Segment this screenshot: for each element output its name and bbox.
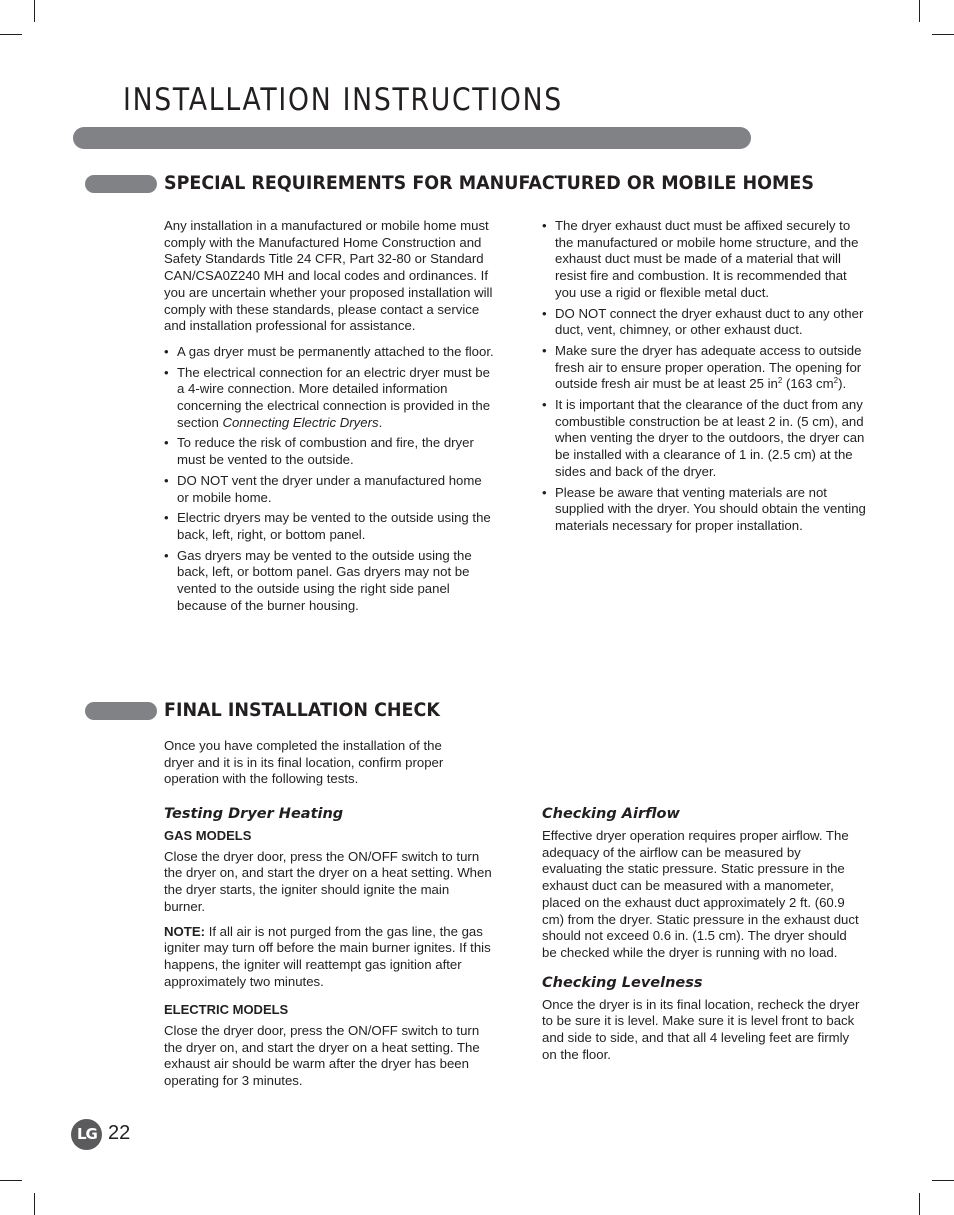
page-title: INSTALLATION INSTRUCTIONS: [123, 82, 563, 118]
section-marker: [85, 702, 157, 720]
list-item: • The dryer exhaust duct must be affixed securely to the manufactured or mobile home structure, and the exhaust duct must be made of a material that will resist fire and combustion. It is recommended that you use a rigid or flexible metal duct.: [542, 218, 870, 302]
list-item-text: The electrical connection for an electric dryer must be a 4-wire connection. More detailed information concerning the electrical connection is provided in the section: [177, 364, 491, 430]
crop-mark: [34, 1193, 35, 1215]
section2-left-column: [164, 805, 492, 1099]
list-item: • It is important that the clearance of the duct from any combustible construction be at least 2 in. (5 cm), and when venting the dryer to the outdoors, the dryer can be installed with a clearance of 1 in. (2.5 cm) at the sides and back of the dryer.: [542, 397, 870, 481]
crop-mark: [919, 0, 920, 22]
crop-mark: [919, 1193, 920, 1215]
superscript: 2: [777, 376, 783, 386]
list-item: • DO NOT connect the dryer exhaust duct to any other duct, vent, chimney, or other exhaust duct.: [542, 306, 870, 339]
list-item: • Gas dryers may be vented to the outside using the back, left, or bottom panel. Gas dryers may not be vented to the outside using the right side panel because of the burner housing.: [164, 548, 494, 615]
list-item-text-mid: (163 cm: [782, 376, 834, 392]
gas-models-label: GAS MODELS: [164, 828, 252, 843]
airflow-text: Effective dryer operation requires proper airflow. The adequacy of the airflow can be measured by evaluating the static pressure. Static pressure in the exhaust duct can be measured with a manometer, placed on the exhaust duct approximately 2 ft. (60.9 cm) from the dryer. Static pressure in the exhaust duct should not exceed 0.6 in. (1.5 cm). The dryer should be checked while the dryer is running with no load.: [542, 828, 859, 960]
section1-right-column: [542, 218, 870, 539]
section-marker: [85, 175, 157, 193]
list-item: • To reduce the risk of combustion and fire, the dryer must be vented to the outside.: [164, 435, 494, 468]
section2-intro-block: [164, 738, 464, 797]
list-item: • Please be aware that venting materials are not supplied with the dryer. You should obtain the venting materials necessary for proper installation.: [542, 485, 870, 535]
subheading-checking-levelness: Checking Levelness: [542, 974, 703, 991]
section1-left-column: [164, 218, 494, 618]
section-reference: Connecting Electric Dryers: [222, 414, 379, 430]
list-item: [164, 365, 494, 432]
crop-mark: [0, 34, 22, 35]
list-item: • Electric dryers may be vented to the outside using the back, left, right, or bottom panel.: [164, 510, 494, 543]
crop-mark: [932, 34, 954, 35]
note-text: If all air is not purged from the gas line, the gas igniter may turn off before the main burner ignites. If this happens, the igniter will reattempt gas ignition after approximately two minutes.: [164, 923, 491, 989]
section1-intro: Any installation in a manufactured or mobile home must comply with the Manufactured Home Construction and Safety Standards Title 24 CFR, Part 32-80 or Standard CAN/CSA0Z240 MH and local codes and ordinances. If you are uncertain whether your proposed installation will comply with these standards, please contact a service and installation professional for assistance.: [164, 218, 493, 334]
list-item: [542, 343, 870, 393]
gas-models-text: Close the dryer door, press the ON/OFF switch to turn the dryer on, and start the dryer on a heat setting. When the dryer starts, the igniter should ignite the main burner.: [164, 848, 492, 914]
note-paragraph: [164, 924, 492, 991]
list-item-end: ).: [838, 376, 847, 392]
list-item: • DO NOT vent the dryer under a manufactured home or mobile home.: [164, 473, 494, 506]
list-item: • A gas dryer must be permanently attached to the floor.: [164, 344, 494, 361]
superscript: 2: [833, 376, 839, 386]
lg-logo-icon: [71, 1119, 102, 1150]
title-bar: [73, 127, 751, 149]
list-item-end: .: [378, 414, 383, 430]
note-label: NOTE:: [164, 923, 206, 939]
section-heading-final-check: FINAL INSTALLATION CHECK: [164, 699, 440, 721]
section1-right-list: [542, 218, 870, 535]
list-item-text: Make sure the dryer has adequate access to outside fresh air to ensure proper operation. The opening for outside fresh air must be at least 25 in: [555, 342, 862, 392]
subheading-checking-airflow: Checking Airflow: [542, 806, 680, 822]
section-heading-mobile-homes: SPECIAL REQUIREMENTS FOR MANUFACTURED OR MOBILE HOMES: [164, 172, 814, 194]
levelness-text: Once the dryer is in its final location, recheck the dryer to be sure it is level. Make sure it is level front to back and side to side, and that all 4 leveling feet are firmly on the floor.: [542, 996, 860, 1062]
crop-mark: [34, 0, 35, 22]
electric-models-label: ELECTRIC MODELS: [164, 1002, 289, 1018]
page-number: 22: [108, 1122, 131, 1144]
section1-left-list: [164, 344, 494, 615]
section2-right-column: [542, 805, 864, 1072]
electric-models-text: Close the dryer door, press the ON/OFF switch to turn the dryer on, and start the dryer on a heat setting. The exhaust air should be warm after the dryer has been operating for 3 minutes.: [164, 1023, 480, 1089]
logo-text: LG: [77, 1125, 97, 1143]
section2-intro: Once you have completed the installation of the dryer and it is in its final location, confirm proper operation with the following tests.: [164, 738, 444, 787]
subheading-testing-heating: Testing Dryer Heating: [164, 806, 344, 822]
crop-mark: [0, 1180, 22, 1181]
crop-mark: [932, 1180, 954, 1181]
